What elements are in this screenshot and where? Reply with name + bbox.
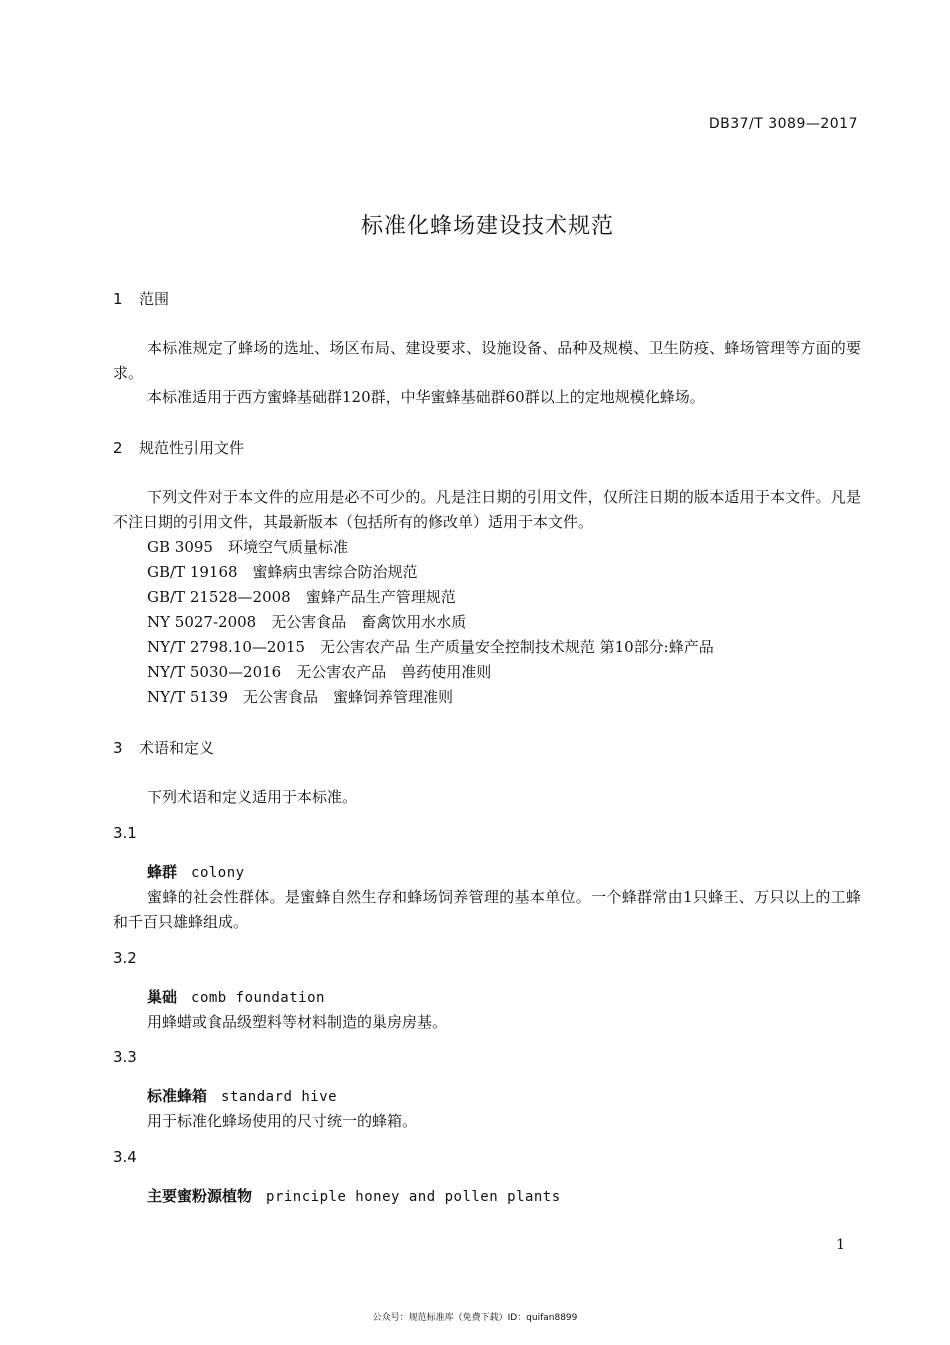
section-number: 3 [113, 739, 123, 757]
references-intro: 下列文件对于本文件的应用是必不可少的。凡是注日期的引用文件，仅所注日期的版本适用于本文件。凡是不注日期的引用文件，其最新版本（包括所有的修改单）适用于本文件。 [113, 488, 861, 531]
term-definition: 用于标准化蜂场使用的尺寸统一的蜂箱。 [147, 1112, 418, 1130]
term-heading [147, 1085, 337, 1106]
term-chinese: 标准蜂箱 [147, 1087, 208, 1105]
section-2-heading [113, 437, 244, 458]
term-heading [147, 986, 325, 1007]
reference-item: GB/T 19168 蜜蜂病虫害综合防治规范 [147, 563, 418, 581]
section-title: 术语和定义 [139, 739, 215, 757]
term-definition: 用蜂蜡或食品级塑料等材料制造的巢房房基。 [147, 1013, 448, 1031]
reference-item: GB 3095 环境空气质量标准 [147, 538, 348, 556]
clause-number: 3.4 [113, 1148, 137, 1166]
term-english: colony [191, 865, 245, 881]
term-english: standard hive [221, 1089, 338, 1105]
clause-number: 3.3 [113, 1048, 137, 1066]
clause-number: 3.1 [113, 824, 137, 842]
section-number: 2 [113, 439, 123, 457]
reference-item: NY 5027-2008 无公害食品 畜禽饮用水水质 [147, 613, 467, 631]
standard-code: DB37/T 3089—2017 [708, 116, 858, 132]
term-chinese: 主要蜜粉源植物 [147, 1187, 253, 1205]
term-english: principle honey and pollen plants [266, 1189, 561, 1205]
term-english: comb foundation [191, 990, 325, 1006]
term-heading [147, 1185, 561, 1206]
reference-item: NY/T 2798.10—2015 无公害农产品 生产质量安全控制技术规范 第10部分:蜂产品 [147, 638, 714, 656]
reference-item: NY/T 5139 无公害食品 蜜蜂饲养管理准则 [147, 688, 454, 706]
section-3-heading [113, 737, 214, 758]
reference-item: GB/T 21528—2008 蜜蜂产品生产管理规范 [147, 588, 456, 606]
reference-item: NY/T 5030—2016 无公害农产品 兽药使用准则 [147, 663, 492, 681]
section-1-heading [113, 288, 169, 309]
section-title: 规范性引用文件 [139, 439, 245, 457]
term-chinese: 巢础 [147, 988, 178, 1006]
term-definition: 蜜蜂的社会性群体。是蜜蜂自然生存和蜂场饲养管理的基本单位。一个蜂群常由1只蜂王、万只以上的工蜂和千百只雄蜂组成。 [113, 888, 861, 931]
terms-intro: 下列术语和定义适用于本标准。 [147, 788, 358, 806]
scope-paragraph-1: 本标准规定了蜂场的选址、场区布局、建设要求、设施设备、品种及规模、卫生防疫、蜂场管理等方面的要求。 [113, 339, 861, 382]
document-title: 标准化蜂场建设技术规范 [360, 214, 614, 239]
section-title: 范围 [139, 290, 170, 308]
section-number: 1 [113, 290, 123, 308]
scope-paragraph-2: 本标准适用于西方蜜蜂基础群120群，中华蜜蜂基础群60群以上的定地规模化蜂场。 [147, 388, 705, 406]
footer-note: 公众号：规范标准库（免费下载）ID：quifan8899 [372, 1313, 578, 1323]
term-heading [147, 861, 245, 882]
page-number: 1 [836, 1237, 845, 1253]
clause-number: 3.2 [113, 949, 137, 967]
term-chinese: 蜂群 [147, 863, 178, 881]
